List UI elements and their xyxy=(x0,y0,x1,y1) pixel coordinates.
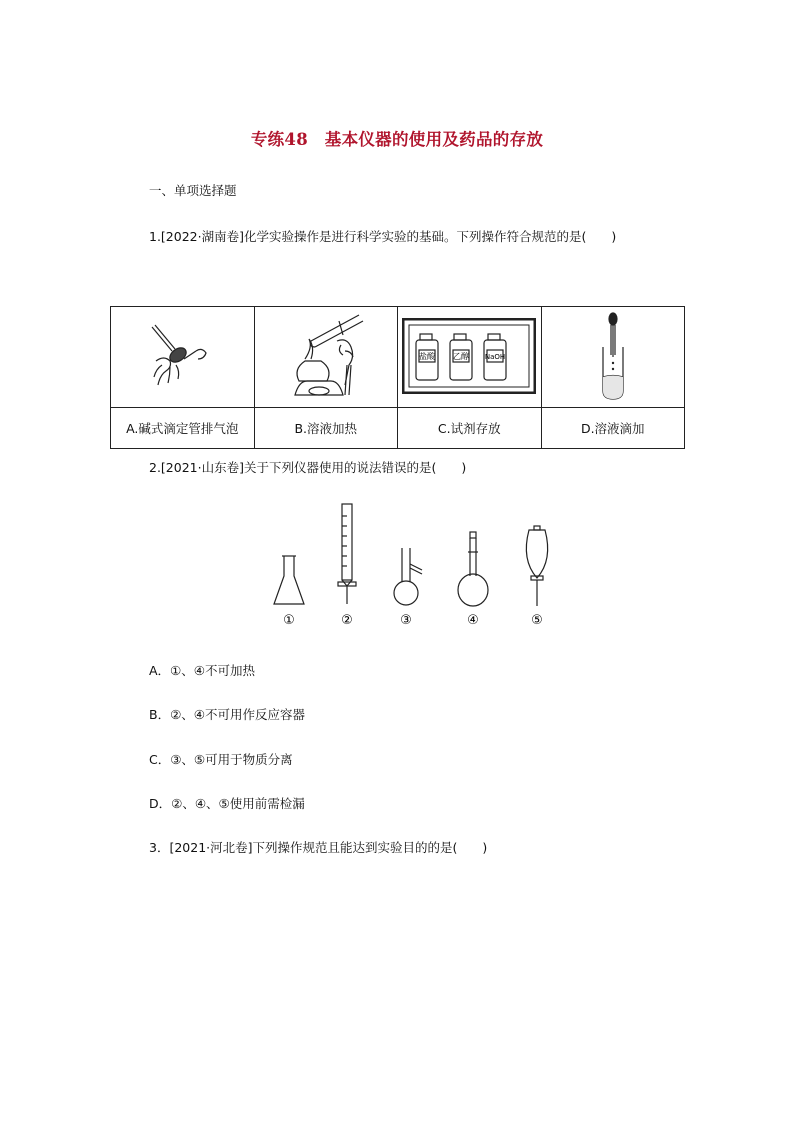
bottle-label-naoh: NaOH xyxy=(485,352,506,361)
question-2-option-d: D．②、④、⑤使用前需检漏 xyxy=(149,796,305,811)
question-2-option-b: B．②、④不可用作反应容器 xyxy=(149,707,305,722)
separatory-funnel-icon xyxy=(526,526,547,606)
apparatus-row-figure xyxy=(265,496,555,632)
question-1-stem: 1.[2022·湖南卷]化学实验操作是进行科学实验的基础。下列操作符合规范的是( ) xyxy=(149,229,617,244)
option-b-figure xyxy=(254,307,398,408)
option-a-caption: A.碱式滴定管排气泡 xyxy=(111,408,255,449)
option-b-caption: B.溶液加热 xyxy=(254,408,398,449)
option-c-figure xyxy=(398,307,542,408)
apparatus-label-1: ① xyxy=(283,613,295,628)
heating-test-tube-figure xyxy=(281,311,371,401)
distilling-flask-icon xyxy=(394,548,422,605)
option-c-caption: C.试剂存放 xyxy=(398,408,542,449)
question-2-stem: 2.[2021·山东卷]关于下列仪器使用的说法错误的是( ) xyxy=(149,460,467,475)
question-2-option-c: C．③、⑤可用于物质分离 xyxy=(149,752,293,767)
section-heading: 一、单项选择题 xyxy=(149,183,237,198)
option-d-figure xyxy=(541,307,685,408)
apparatus-label-3: ③ xyxy=(400,613,412,628)
bottle-label-ethanol: 乙醇 xyxy=(453,351,470,361)
conical-flask-icon xyxy=(274,556,304,604)
burette-bubble-figure xyxy=(142,321,222,391)
dropper-test-tube-figure xyxy=(593,311,633,401)
page-title: 专练48 基本仪器的使用及药品的存放 xyxy=(250,130,544,149)
option-d-caption: D.溶液滴加 xyxy=(541,408,685,449)
question-1-options-table xyxy=(110,306,685,449)
volumetric-flask-icon xyxy=(458,532,488,606)
question-3-stem: 3．[2021·河北卷]下列操作规范且能达到实验目的的是( ) xyxy=(149,840,488,855)
bottle-label-hcl: 盐酸 xyxy=(419,351,436,361)
apparatus-label-4: ④ xyxy=(467,613,479,628)
question-2-option-a: A．①、④不可加热 xyxy=(149,663,255,678)
reagent-shelf-figure xyxy=(402,318,536,394)
burette-icon xyxy=(338,504,356,604)
apparatus-label-2: ② xyxy=(341,613,353,628)
option-a-figure xyxy=(111,307,255,408)
apparatus-label-5: ⑤ xyxy=(531,613,543,628)
